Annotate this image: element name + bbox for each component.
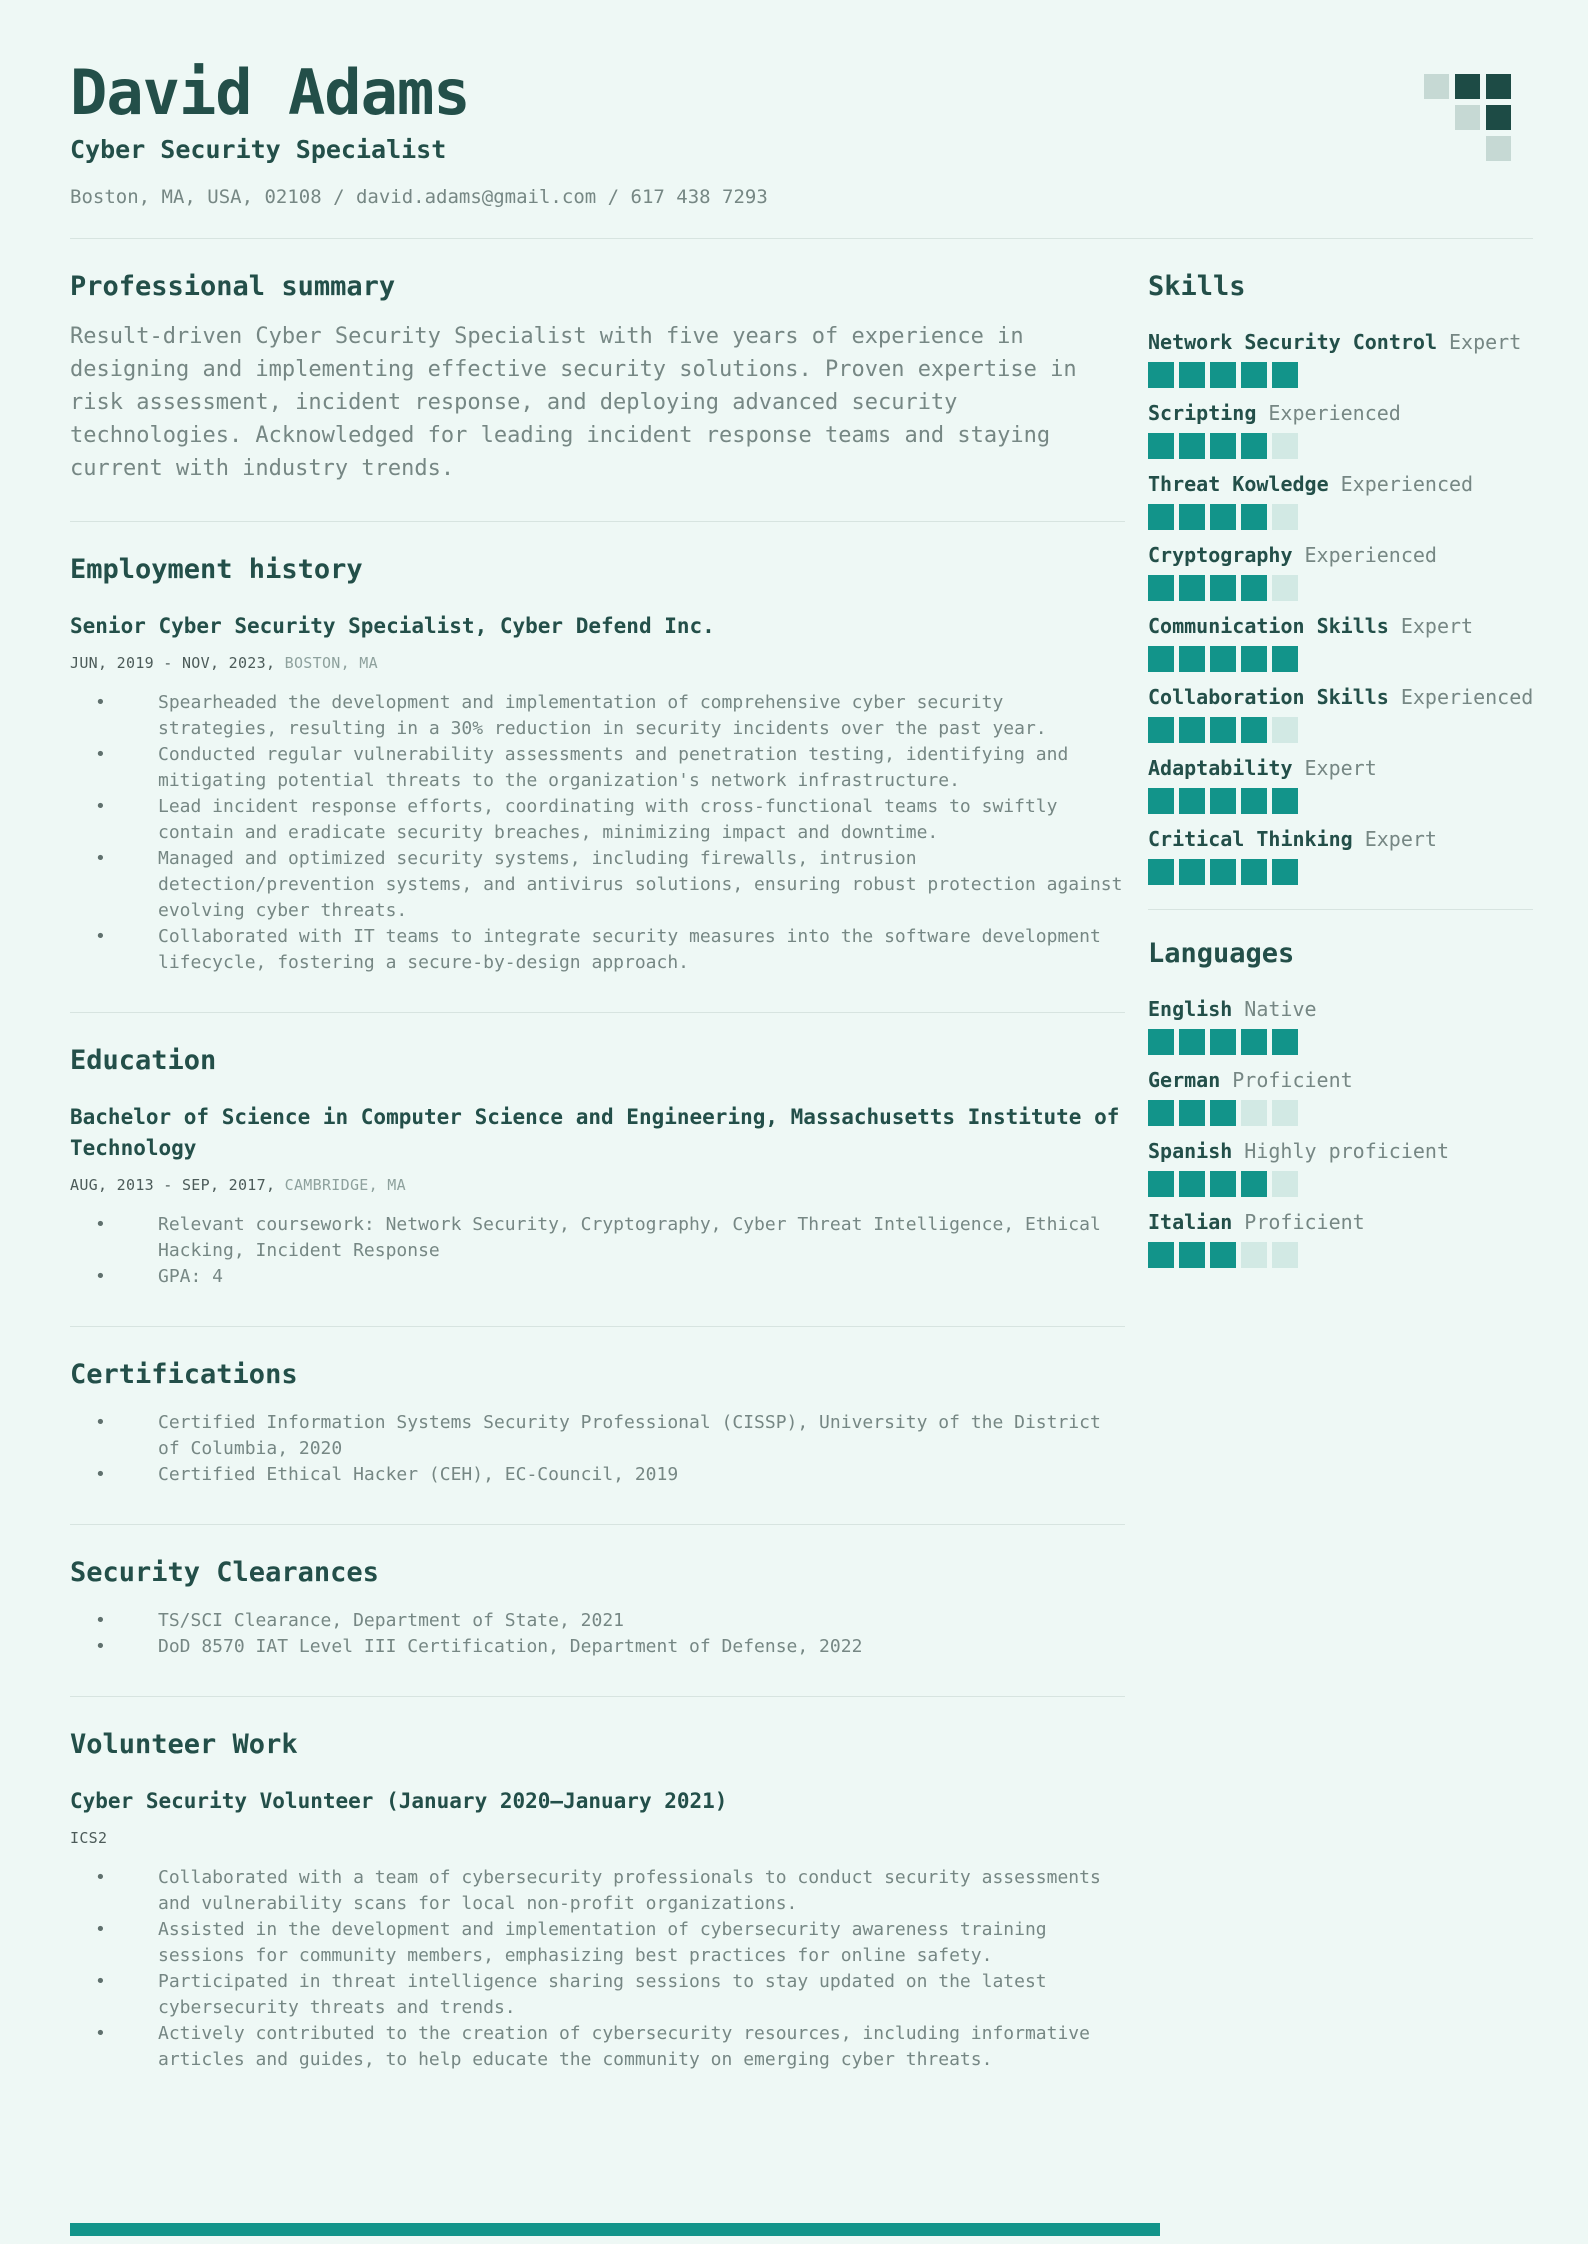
section-volunteer-work: [70, 1697, 1125, 2109]
section-employment-history: [70, 522, 1125, 1012]
job-meta: [70, 654, 1125, 672]
section-certifications: [70, 1327, 1125, 1524]
skill-level: Experienced: [1268, 401, 1401, 426]
bullet-text: • Spearheaded the development and implementation of comprehensive cyber security strategies, resulting in a 30% reduction in security incidents over the past year.: [158, 692, 1047, 740]
rating-square: [1272, 788, 1298, 814]
rating-square: [1148, 717, 1174, 743]
bullet-text: • Certified Ethical Hacker (CEH), EC-Council, 2019: [158, 1464, 679, 1486]
bullet-item: [70, 1608, 1125, 1634]
logo-square: [1455, 105, 1480, 130]
language-item: [1148, 1139, 1533, 1197]
skill-item: [1148, 756, 1533, 814]
rating-square: [1148, 646, 1174, 672]
education-location: CAMBRIDGE, MA: [284, 1176, 406, 1195]
rating-square: [1272, 859, 1298, 885]
skill-level: Expert: [1364, 827, 1437, 852]
contact-info: Boston, MA, USA, 02108 / david.adams@gmail.com / 617 438 7293: [70, 186, 768, 209]
rating-square: [1179, 788, 1205, 814]
rating-square: [1210, 1100, 1236, 1126]
rating-square: [1148, 1029, 1174, 1055]
rating-square: [1272, 717, 1298, 743]
bullet-text: • GPA: 4: [158, 1266, 224, 1288]
rating-square: [1148, 859, 1174, 885]
certifications-bullet-list: [70, 1410, 1125, 1488]
rating-square: [1241, 504, 1267, 530]
rating-square: [1148, 504, 1174, 530]
rating-square: [1272, 504, 1298, 530]
skill-item: [1148, 685, 1533, 743]
bullet-text: • TS/SCI Clearance, Department of State, 2021: [158, 1610, 624, 1632]
rating-square: [1241, 1242, 1267, 1268]
rating-square: [1148, 575, 1174, 601]
rating-square: [1179, 717, 1205, 743]
skill-name: Cryptography: [1148, 543, 1293, 568]
language-level: Proficient: [1232, 1068, 1353, 1093]
bullet-text: • Collaborated with a team of cybersecurity professionals to conduct security assessments and vulnerability scans for local non-profit organizations.: [158, 1867, 1101, 1915]
bullet-item: [70, 1634, 1125, 1660]
logo-square: [1455, 74, 1480, 99]
skill-name: Communication Skills: [1148, 614, 1389, 639]
rating-square: [1179, 504, 1205, 530]
logo-square: [1424, 136, 1449, 161]
section-heading: Security Clearances: [70, 1557, 379, 1589]
rating-square: [1210, 1171, 1236, 1197]
rating-square: [1241, 1029, 1267, 1055]
language-item: [1148, 997, 1533, 1055]
rating-square: [1179, 575, 1205, 601]
rating-square: [1148, 788, 1174, 814]
bullet-item: [70, 2021, 1125, 2073]
skill-rating-bar: [1148, 859, 1533, 885]
rating-square: [1179, 646, 1205, 672]
rating-square: [1241, 646, 1267, 672]
bullet-text: • Actively contributed to the creation of cybersecurity resources, including informative articles and guides, to help educate the community on emerging cyber threats.: [158, 2023, 1090, 2071]
rating-square: [1241, 575, 1267, 601]
rating-square: [1210, 433, 1236, 459]
skill-rating-bar: [1148, 362, 1533, 388]
candidate-title: Cyber Security Specialist: [70, 135, 447, 165]
skill-item: [1148, 614, 1533, 672]
clearances-bullet-list: [70, 1608, 1125, 1660]
job-bullet-list: [70, 690, 1125, 976]
rating-square: [1210, 1029, 1236, 1055]
logo-square: [1424, 74, 1449, 99]
summary-text: Result-driven Cyber Security Specialist with five years of experience in designing and implementing effective security solutions. Proven expertise in risk assessment, incident response, and deploying advanced security technologies. Acknowledged for leading incident response teams and staying current with industry trends.: [70, 324, 1077, 482]
skill-level: Experienced: [1400, 685, 1534, 710]
skill-level: Expert: [1448, 330, 1522, 355]
rating-square: [1272, 1100, 1298, 1126]
sidebar: [1148, 239, 1533, 2109]
language-rating-bar: [1148, 1171, 1533, 1197]
volunteer-organization: ICS2: [70, 1829, 108, 1848]
language-level: Proficient: [1244, 1210, 1365, 1235]
rating-square: [1241, 1171, 1267, 1197]
section-heading: Education: [70, 1045, 217, 1077]
bullet-item: [70, 1462, 1125, 1488]
bullet-text: • Relevant coursework: Network Security, Cryptography, Cyber Threat Intelligence, Ethical Hacking, Incident Response: [158, 1214, 1101, 1262]
rating-square: [1210, 859, 1236, 885]
skill-level: Experienced: [1340, 472, 1474, 497]
language-rating-bar: [1148, 1100, 1533, 1126]
skill-rating-bar: [1148, 788, 1533, 814]
bullet-text: • Lead incident response efforts, coordinating with cross-functional teams to swiftly contain and eradicate security breaches, minimizing impact and downtime.: [158, 796, 1058, 844]
page-break-bar: [70, 2223, 1160, 2236]
rating-square: [1148, 362, 1174, 388]
rating-square: [1210, 362, 1236, 388]
skills-heading: Skills: [1148, 271, 1246, 303]
bullet-item: [70, 1410, 1125, 1462]
candidate-name: David Adams: [70, 56, 470, 129]
bullet-text: • DoD 8570 IAT Level III Certification, Department of Defense, 2022: [158, 1636, 863, 1658]
language-rating-bar: [1148, 1242, 1533, 1268]
rating-square: [1241, 362, 1267, 388]
bullet-item: [70, 1865, 1125, 1917]
bullet-item: [70, 690, 1125, 742]
language-name: English: [1148, 997, 1233, 1022]
rating-square: [1272, 646, 1298, 672]
skill-rating-bar: [1148, 504, 1533, 530]
rating-square: [1210, 1242, 1236, 1268]
language-item: [1148, 1068, 1533, 1126]
bullet-text: • Participated in threat intelligence sharing sessions to stay updated on the latest cybersecurity threats and trends.: [158, 1971, 1047, 2019]
bullet-item: [70, 1212, 1125, 1264]
bullet-item: [70, 742, 1125, 794]
skill-rating-bar: [1148, 433, 1533, 459]
logo-square: [1486, 136, 1511, 161]
languages-list: [1148, 997, 1533, 1268]
bullet-text: • Assisted in the development and implementation of cybersecurity awareness training sessions for community members, emphasizing best practices for online safety.: [158, 1919, 1047, 1967]
bullet-item: [70, 846, 1125, 924]
logo-square: [1486, 74, 1511, 99]
content: [0, 239, 1588, 2109]
logo-square: [1486, 105, 1511, 130]
bullet-text: • Managed and optimized security systems, including firewalls, intrusion detection/prevention systems, and antivirus solutions, ensuring robust protection against evolving cyber threats.: [158, 848, 1123, 922]
section-education: [70, 1013, 1125, 1326]
skill-name: Collaboration Skills: [1148, 685, 1389, 710]
skill-level: Expert: [1400, 614, 1474, 639]
rating-square: [1272, 575, 1298, 601]
rating-square: [1179, 1242, 1205, 1268]
bullet-item: [70, 924, 1125, 976]
logo: [1424, 74, 1511, 208]
rating-square: [1241, 717, 1267, 743]
rating-square: [1272, 1171, 1298, 1197]
skills-list: [1148, 330, 1533, 885]
rating-square: [1272, 433, 1298, 459]
bullet-text: • Conducted regular vulnerability assessments and penetration testing, identifying and mitigating potential threats to the organization's network infrastructure.: [158, 744, 1069, 792]
skill-item: [1148, 827, 1533, 885]
section-heading: Professional summary: [70, 271, 396, 303]
language-level: Native: [1244, 997, 1317, 1022]
skill-item: [1148, 401, 1533, 459]
section-professional-summary: [70, 239, 1125, 521]
logo-square: [1424, 105, 1449, 130]
rating-square: [1179, 1029, 1205, 1055]
language-name: German: [1148, 1068, 1221, 1093]
header-identity: [70, 56, 768, 209]
rating-square: [1272, 1242, 1298, 1268]
skill-name: Scripting: [1148, 401, 1257, 426]
rating-square: [1241, 1100, 1267, 1126]
job-dates: JUN, 2019 - NOV, 2023,: [70, 654, 276, 673]
language-level: Highly proficient: [1244, 1139, 1449, 1164]
language-name: Spanish: [1148, 1139, 1233, 1164]
skill-name: Network Security Control: [1148, 330, 1437, 355]
skill-level: Expert: [1304, 756, 1377, 781]
section-heading: Certifications: [70, 1359, 298, 1391]
header: [0, 0, 1588, 208]
rating-square: [1148, 1100, 1174, 1126]
rating-square: [1148, 433, 1174, 459]
rating-square: [1210, 717, 1236, 743]
logo-square: [1455, 136, 1480, 161]
skill-item: [1148, 543, 1533, 601]
education-bullet-list: [70, 1212, 1125, 1290]
language-item: [1148, 1210, 1533, 1268]
bullet-item: [70, 1969, 1125, 2021]
degree-title: Bachelor of Science in Computer Science and Engineering, Massachusetts Institute of Technology: [70, 1105, 1120, 1161]
rating-square: [1241, 788, 1267, 814]
languages-heading: Languages: [1148, 938, 1295, 970]
bullet-item: [70, 1264, 1125, 1290]
bullet-text: • Certified Information Systems Security Professional (CISSP), University of the District of Columbia, 2020: [158, 1412, 1101, 1460]
rating-square: [1148, 1242, 1174, 1268]
rating-square: [1179, 1171, 1205, 1197]
rating-square: [1241, 433, 1267, 459]
rating-square: [1210, 504, 1236, 530]
main-column: [70, 239, 1125, 2109]
volunteer-bullet-list: [70, 1865, 1125, 2073]
rating-square: [1148, 1171, 1174, 1197]
rating-square: [1179, 859, 1205, 885]
bullet-item: [70, 794, 1125, 846]
job-title: Senior Cyber Security Specialist, Cyber Defend Inc.: [70, 614, 715, 639]
skill-name: Critical Thinking: [1148, 827, 1353, 852]
skill-name: Threat Kowledge: [1148, 472, 1329, 497]
skill-item: [1148, 472, 1533, 530]
bullet-item: [70, 1917, 1125, 1969]
rating-square: [1210, 788, 1236, 814]
bullet-text: • Collaborated with IT teams to integrate security measures into the software development lifecycle, fostering a secure-by-design approach.: [158, 926, 1101, 974]
education-dates: AUG, 2013 - SEP, 2017,: [70, 1176, 276, 1195]
divider: [1148, 909, 1533, 910]
job-location: BOSTON, MA: [284, 654, 378, 673]
volunteer-role-title: Cyber Security Volunteer (January 2020–January 2021): [70, 1789, 728, 1814]
skill-item: [1148, 330, 1533, 388]
skill-name: Adaptability: [1148, 756, 1293, 781]
section-heading: Employment history: [70, 554, 363, 586]
skill-rating-bar: [1148, 575, 1533, 601]
language-rating-bar: [1148, 1029, 1533, 1055]
rating-square: [1210, 646, 1236, 672]
skill-rating-bar: [1148, 646, 1533, 672]
rating-square: [1179, 433, 1205, 459]
rating-square: [1272, 362, 1298, 388]
section-security-clearances: [70, 1525, 1125, 1696]
rating-square: [1179, 362, 1205, 388]
rating-square: [1179, 1100, 1205, 1126]
section-heading: Volunteer Work: [70, 1729, 298, 1761]
skill-level: Experienced: [1304, 543, 1437, 568]
rating-square: [1241, 859, 1267, 885]
language-name: Italian: [1148, 1210, 1233, 1235]
education-meta: [70, 1176, 1125, 1194]
rating-square: [1210, 575, 1236, 601]
rating-square: [1272, 1029, 1298, 1055]
skill-rating-bar: [1148, 717, 1533, 743]
